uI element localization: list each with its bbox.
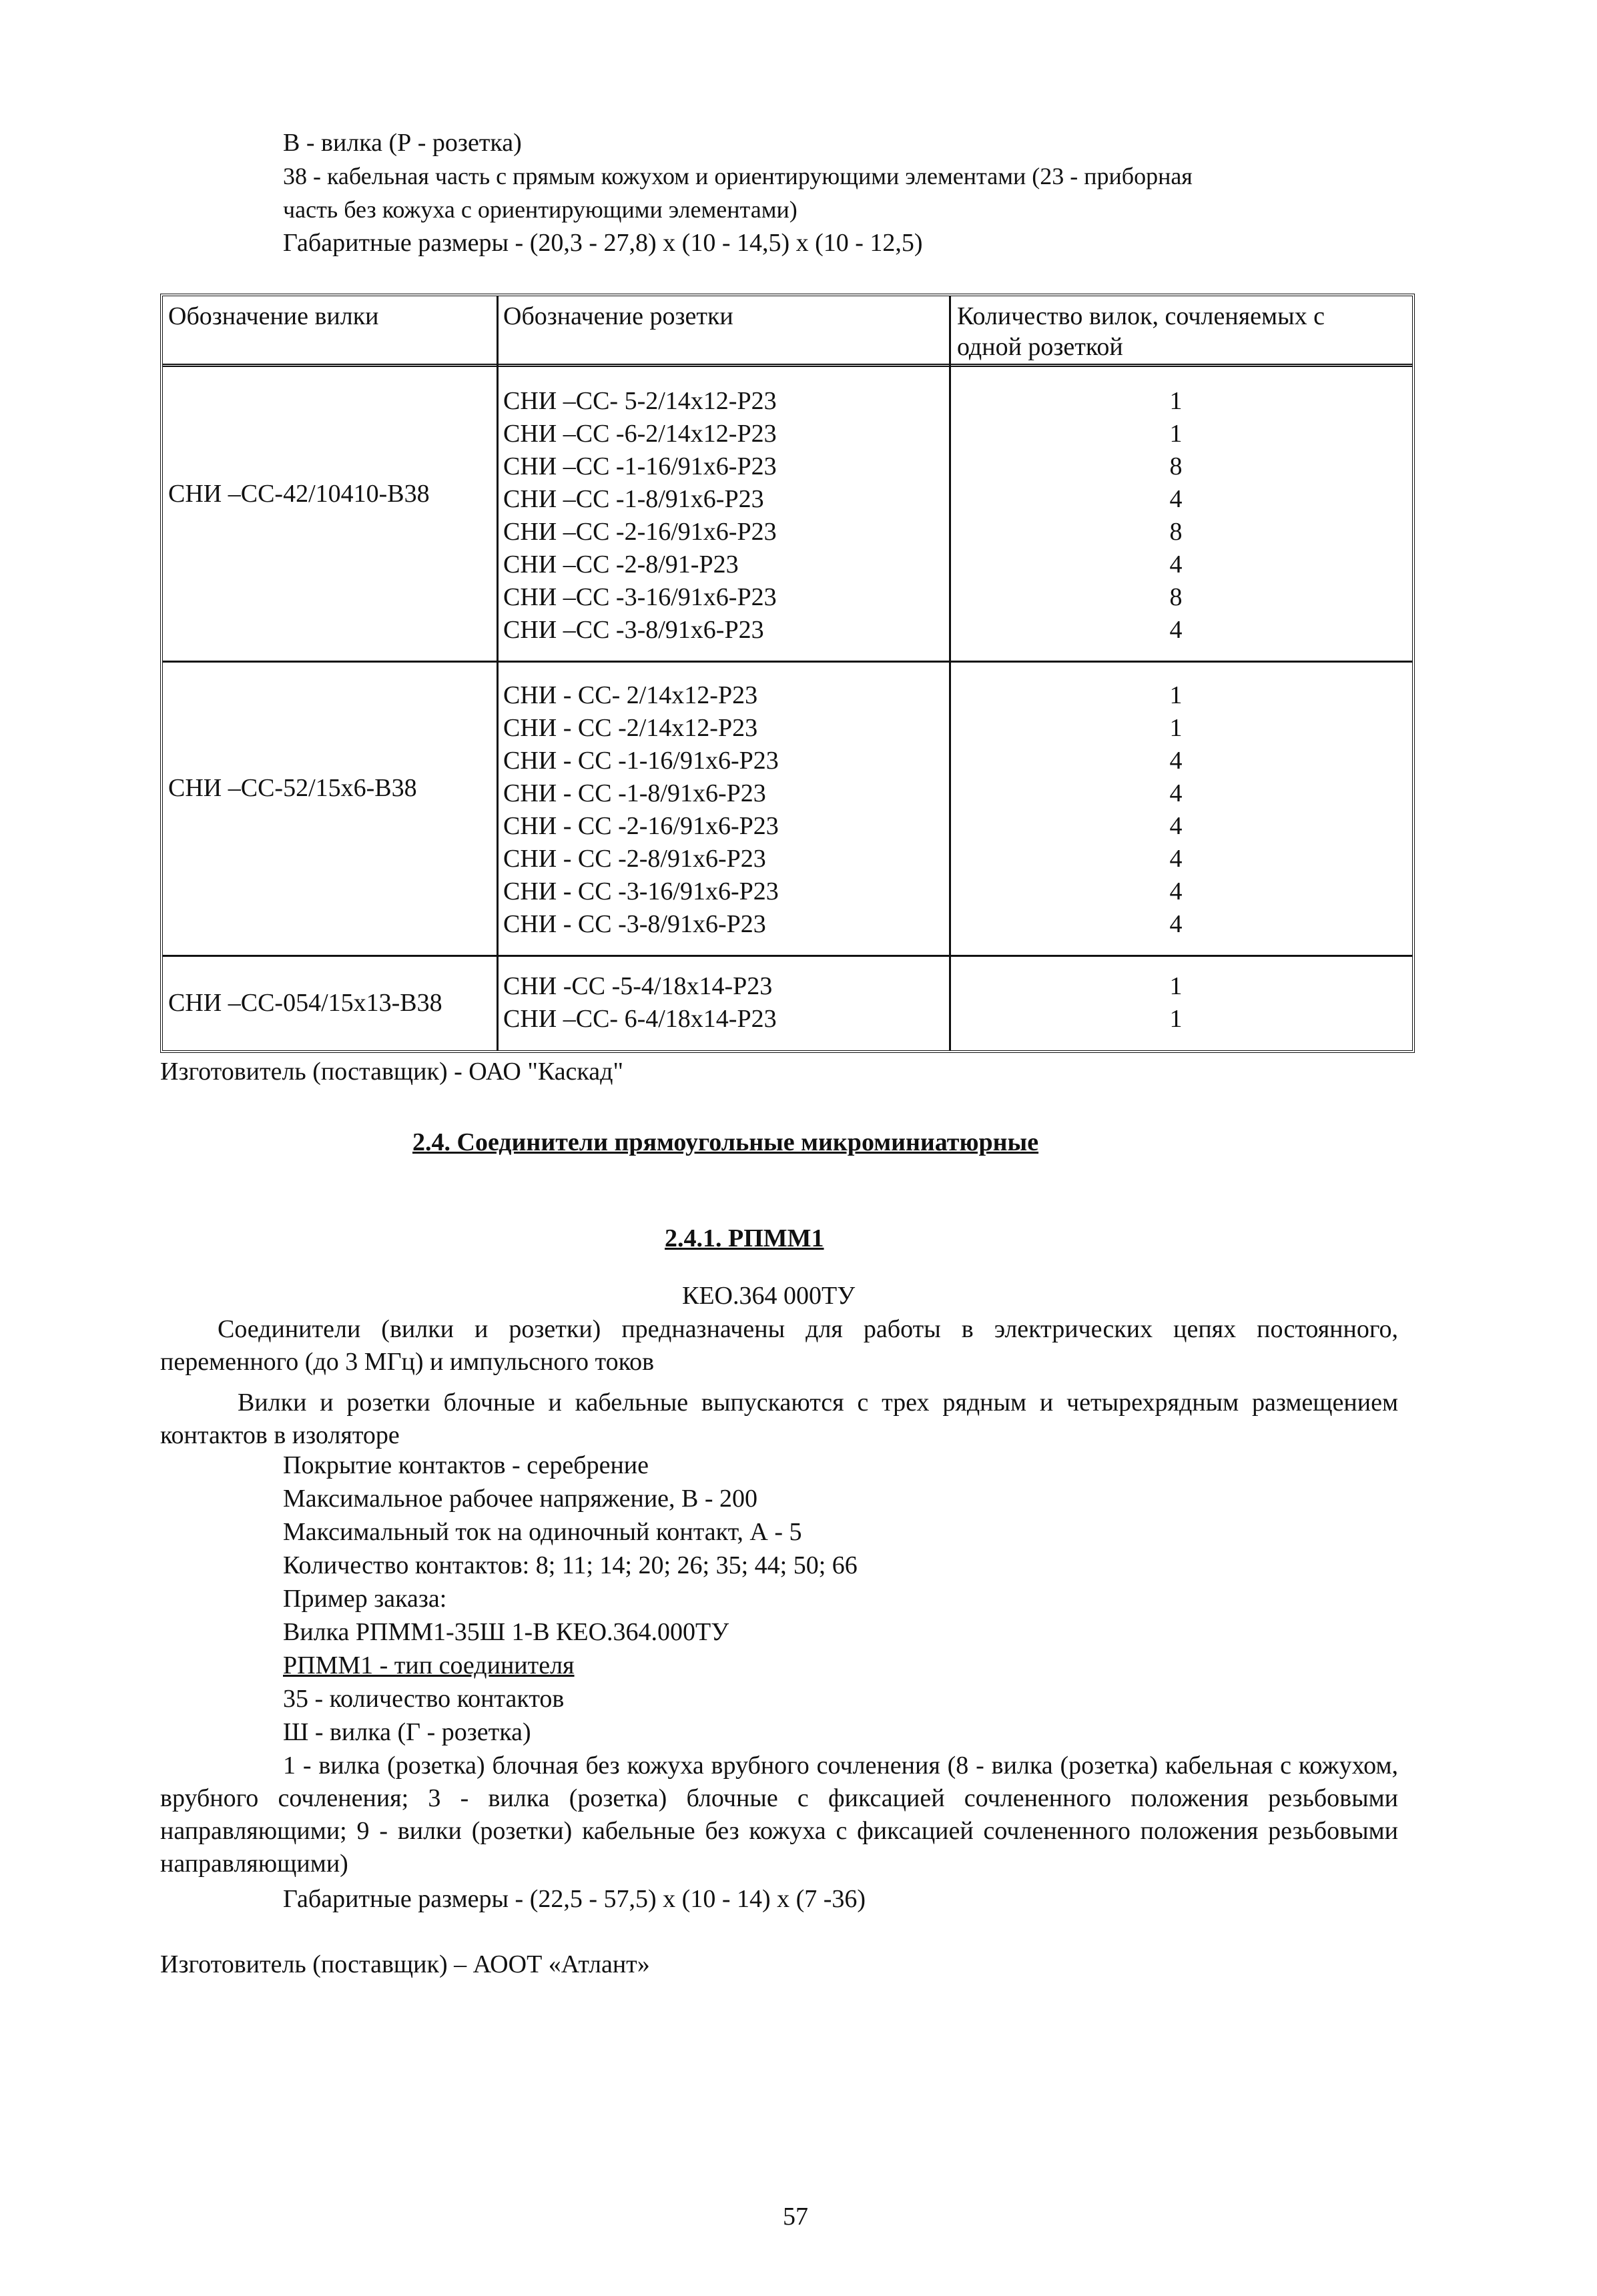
spec-code: КЕО.364 000ТУ [682, 1282, 856, 1310]
table-row-count: 1 [1169, 972, 1183, 1000]
header-socket: Обозначение розетки [503, 302, 733, 330]
table-row-count: 4 [1169, 747, 1183, 775]
page-number: 57 [783, 2203, 808, 2231]
manufacturer-2: Изготовитель (поставщик) – АООТ «Атлант» [160, 1950, 650, 1978]
intro-line-1: В - вилка (Р - розетка) [283, 129, 522, 157]
table-row-count: 4 [1169, 845, 1183, 873]
table-row-socket: СНИ –СС -6-2/14х12-Р23 [503, 420, 777, 448]
spec-item: Максимальное рабочее напряжение, В - 200 [283, 1485, 758, 1513]
table-row-socket: СНИ –СС -3-8/91х6-Р23 [503, 616, 764, 644]
spec-item: Ш - вилка (Г - розетка) [283, 1718, 531, 1746]
table-row-count: 4 [1169, 910, 1183, 938]
table-row-socket: СНИ –СС -1-8/91х6-Р23 [503, 485, 764, 513]
table-row-count: 8 [1169, 518, 1183, 546]
header-count-line2: одной розеткой [957, 333, 1123, 361]
paragraph-3: 1 - вилка (розетка) блочная без кожуха врубного сочленения (8 - вилка (розетка) кабельная с кожухом, врубного сочленения; 3 - вилка (розетка) блочные с фиксацией сочлененного положения резьбовыми направляющими; 9 - вилки (розетки) кабельные без кожуха с фиксацией сочлененного положения резьбовыми направляющими) [160, 1752, 1398, 1878]
table-row-socket: СНИ –СС -3-16/91х6-Р23 [503, 583, 777, 611]
spec-item: Максимальный ток на одиночный контакт, А - 5 [283, 1518, 802, 1546]
intro-line-4: Габаритные размеры - (20,3 - 27,8) х (10 - 14,5) х (10 - 12,5) [283, 229, 923, 257]
subsection-title: 2.4.1. РПММ1 [665, 1224, 824, 1252]
group-3-plug: СНИ –СС-054/15х13-В38 [168, 989, 442, 1017]
table-row-count: 4 [1169, 877, 1183, 905]
spec-item: Пример заказа: [283, 1585, 447, 1613]
table-row-socket: СНИ - СС -1-16/91х6-Р23 [503, 747, 779, 775]
connector-table [160, 294, 1415, 1053]
table-row-socket: СНИ –СС- 5-2/14х12-Р23 [503, 387, 777, 415]
table-row-socket: СНИ –СС -2-8/91-Р23 [503, 550, 739, 579]
intro-line-2: 38 - кабельная часть с прямым кожухом и ориентирующими элементами (23 - приборная [283, 163, 1193, 189]
spec-item: Вилка РПММ1-35Ш 1-В КЕО.364.000ТУ [283, 1618, 729, 1646]
table-row-socket: СНИ –СС -1-16/91х6-Р23 [503, 452, 777, 480]
table-row-socket: СНИ - СС- 2/14х12-Р23 [503, 681, 758, 709]
table-row-count: 4 [1169, 779, 1183, 807]
spec-item: 35 - количество контактов [283, 1685, 565, 1713]
table-row-socket: СНИ –СС -2-16/91х6-Р23 [503, 518, 777, 546]
table-row-count: 4 [1169, 550, 1183, 579]
dimensions-2: Габаритные размеры - (22,5 - 57,5) х (10 - 14) х (7 -36) [283, 1885, 866, 1913]
table-row-socket: СНИ - СС -2/14х12-Р23 [503, 714, 758, 742]
table-row-count: 4 [1169, 616, 1183, 644]
table-row-count: 1 [1169, 681, 1183, 709]
paragraph-1: Соединители (вилки и розетки) предназначены для работы в электрических цепях постоянного, переменного (до 3 МГц) и импульсного токов [160, 1315, 1398, 1376]
table-row-count: 1 [1169, 420, 1183, 448]
table-row-count: 4 [1169, 485, 1183, 513]
table-row-socket: СНИ - СС -2-16/91х6-Р23 [503, 812, 779, 840]
header-count-line1: Количество вилок, сочленяемых с [957, 302, 1325, 330]
table-row-socket: СНИ –СС- 6-4/18х14-Р23 [503, 1005, 777, 1033]
group-2-plug: СНИ –СС-52/15х6-В38 [168, 774, 417, 802]
table-row-count: 8 [1169, 452, 1183, 480]
table-row-socket: СНИ - СС -1-8/91х6-Р23 [503, 779, 766, 807]
table-row-socket: СНИ - СС -2-8/91х6-Р23 [503, 845, 766, 873]
table-row-socket: СНИ -СС -5-4/18х14-Р23 [503, 972, 773, 1000]
table-row-count: 1 [1169, 387, 1183, 415]
intro-line-3: часть без кожуха с ориентирующими элементами) [283, 196, 797, 223]
group-1-plug: СНИ –СС-42/10410-В38 [168, 480, 430, 508]
table-row-socket: СНИ - СС -3-16/91х6-Р23 [503, 877, 779, 905]
table-row-count: 1 [1169, 1005, 1183, 1033]
manufacturer-1: Изготовитель (поставщик) - ОАО "Каскад" [160, 1058, 624, 1086]
table-row-count: 4 [1169, 812, 1183, 840]
table-row-count: 1 [1169, 714, 1183, 742]
section-title: 2.4. Соединители прямоугольные микроминиатюрные [412, 1128, 1039, 1156]
spec-item: РПММ1 - тип соединителя [283, 1651, 575, 1679]
table-row-count: 8 [1169, 583, 1183, 611]
spec-item: Покрытие контактов - серебрение [283, 1451, 649, 1479]
table-row-socket: СНИ - СС -3-8/91х6-Р23 [503, 910, 766, 938]
paragraph-2: Вилки и розетки блочные и кабельные выпускаются с трех рядным и четырехрядным размещением контактов в изоляторе [160, 1389, 1398, 1449]
spec-item: Количество контактов: 8; 11; 14; 20; 26; 35; 44; 50; 66 [283, 1551, 858, 1579]
header-plug: Обозначение вилки [168, 302, 379, 330]
